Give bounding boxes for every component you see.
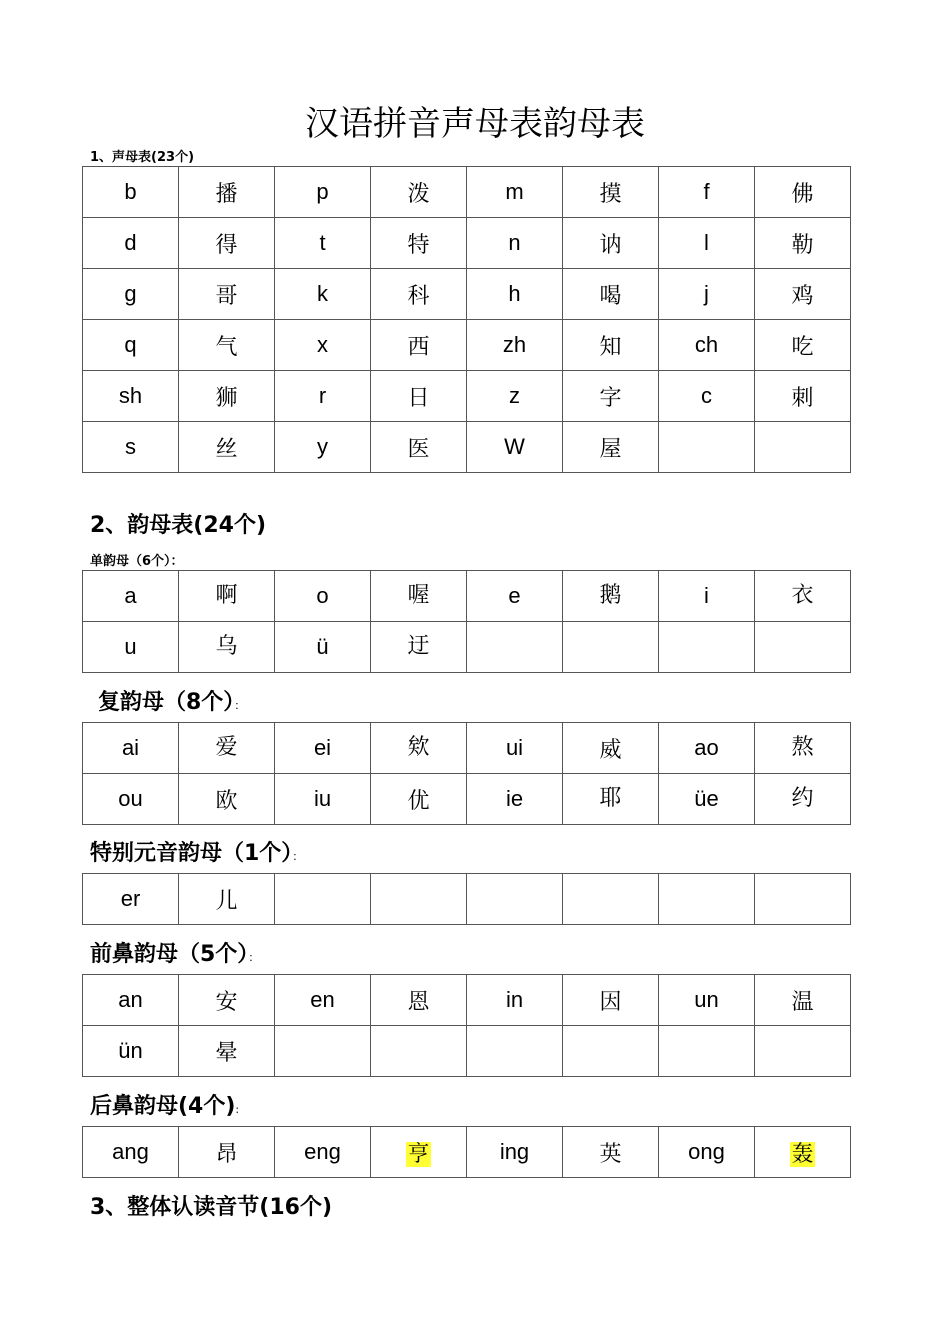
character-text: 科 <box>407 283 430 309</box>
character-text: 讷 <box>599 232 622 258</box>
special-final-heading <box>90 836 303 867</box>
pinyin-text: i <box>704 583 709 608</box>
character-cell <box>563 371 659 422</box>
table-row <box>83 723 851 774</box>
pinyin-cell <box>659 167 755 218</box>
character-text: 迂 <box>407 634 430 659</box>
character-text: 欸 <box>407 735 430 760</box>
character-text: 医 <box>407 436 430 462</box>
pinyin-cell <box>275 874 371 925</box>
table-row <box>83 320 851 371</box>
character-cell <box>563 1127 659 1178</box>
character-cell <box>371 167 467 218</box>
back-nasal-heading <box>90 1089 239 1120</box>
pinyin-cell <box>275 622 371 673</box>
character-cell <box>179 1127 275 1178</box>
character-cell <box>755 422 851 473</box>
character-text: 字 <box>599 385 622 411</box>
pinyin-cell <box>83 975 179 1026</box>
table-row <box>83 975 851 1026</box>
pinyin-cell <box>659 218 755 269</box>
character-cell <box>563 774 659 825</box>
pinyin-cell <box>467 422 563 473</box>
pinyin-text: s <box>125 434 136 459</box>
pinyin-cell <box>275 422 371 473</box>
pinyin-text: ui <box>505 735 524 760</box>
pinyin-cell <box>83 622 179 673</box>
pinyin-cell <box>659 371 755 422</box>
pinyin-cell <box>659 622 755 673</box>
character-cell <box>371 218 467 269</box>
character-cell <box>371 874 467 925</box>
table-row <box>83 774 851 825</box>
pinyin-text: ün <box>118 1038 143 1063</box>
character-cell <box>371 622 467 673</box>
table-row <box>83 422 851 473</box>
character-cell <box>179 723 275 774</box>
character-cell <box>563 874 659 925</box>
character-cell <box>563 167 659 218</box>
pinyin-cell <box>275 774 371 825</box>
pinyin-cell <box>659 320 755 371</box>
pinyin-text: ong <box>688 1139 725 1164</box>
pinyin-text: u <box>124 634 137 659</box>
pinyin-text: d <box>124 230 137 255</box>
pinyin-cell <box>659 723 755 774</box>
pinyin-cell <box>83 874 179 925</box>
section-3-heading: 3、整体认读音节(16个) <box>90 1195 333 1220</box>
pinyin-text: ei <box>313 735 332 760</box>
table-row <box>83 218 851 269</box>
character-cell <box>371 269 467 320</box>
pinyin-cell <box>83 571 179 622</box>
character-cell <box>755 874 851 925</box>
table-row <box>83 371 851 422</box>
pinyin-text: ao <box>694 735 719 760</box>
character-cell <box>563 320 659 371</box>
back-nasal-table <box>82 1126 851 1178</box>
pinyin-text: ing <box>499 1139 530 1164</box>
character-cell <box>371 723 467 774</box>
compound-finals-table <box>82 722 851 825</box>
pinyin-cell <box>275 723 371 774</box>
character-cell <box>563 269 659 320</box>
pinyin-text: ang <box>112 1139 149 1164</box>
pinyin-cell <box>659 1127 755 1178</box>
character-cell <box>755 167 851 218</box>
character-text: 得 <box>215 232 238 258</box>
character-text: 刺 <box>791 385 814 411</box>
pinyin-cell <box>275 371 371 422</box>
character-text: 亨 <box>407 1141 430 1167</box>
character-cell <box>755 571 851 622</box>
pinyin-cell <box>275 269 371 320</box>
pinyin-cell <box>467 218 563 269</box>
table-row <box>83 571 851 622</box>
character-cell <box>371 320 467 371</box>
character-text: 啊 <box>215 583 238 608</box>
initials-table <box>82 166 851 473</box>
character-text: 安 <box>215 989 238 1015</box>
pinyin-text: iu <box>313 786 332 811</box>
character-cell <box>179 622 275 673</box>
character-text: 爱 <box>215 735 238 760</box>
pinyin-cell <box>467 1026 563 1077</box>
special-final-title: 特别元音韵母（1个） <box>90 841 293 866</box>
character-text: 乌 <box>215 634 238 659</box>
character-text: 勒 <box>791 232 814 258</box>
pinyin-text: n <box>508 230 521 255</box>
special-final-table <box>82 873 851 925</box>
character-cell <box>371 422 467 473</box>
character-text: 鸡 <box>791 283 814 309</box>
character-text: 播 <box>215 181 238 207</box>
character-cell <box>179 269 275 320</box>
character-text: 温 <box>791 989 814 1015</box>
character-cell <box>179 422 275 473</box>
pinyin-text: f <box>703 179 710 204</box>
pinyin-text: zh <box>502 332 527 357</box>
character-text: 昂 <box>215 1141 238 1167</box>
pinyin-cell <box>83 1026 179 1077</box>
character-text: 约 <box>791 786 814 811</box>
character-cell <box>563 218 659 269</box>
pinyin-cell <box>83 167 179 218</box>
character-text: 屋 <box>599 436 622 462</box>
pinyin-text: e <box>508 583 521 608</box>
character-text: 摸 <box>599 181 622 207</box>
character-text: 儿 <box>215 888 238 914</box>
character-cell <box>755 975 851 1026</box>
character-cell <box>563 1026 659 1077</box>
character-text: 欧 <box>215 788 238 814</box>
simple-finals-table <box>82 570 851 673</box>
character-cell <box>755 1127 851 1178</box>
character-cell <box>179 571 275 622</box>
pinyin-text: W <box>504 434 525 459</box>
character-cell <box>755 320 851 371</box>
pinyin-cell <box>83 269 179 320</box>
pinyin-cell <box>659 571 755 622</box>
character-text: 晕 <box>215 1040 238 1066</box>
character-cell <box>179 320 275 371</box>
pinyin-text: ch <box>694 332 719 357</box>
character-text: 气 <box>215 334 238 360</box>
compound-finals-title: 复韵母（8个） <box>98 690 235 715</box>
pinyin-cell <box>467 874 563 925</box>
pinyin-cell <box>467 975 563 1026</box>
character-cell <box>563 723 659 774</box>
table-row <box>83 874 851 925</box>
pinyin-cell <box>275 218 371 269</box>
pinyin-cell <box>83 774 179 825</box>
back-nasal-title: 后鼻韵母(4个) <box>90 1094 236 1119</box>
character-cell <box>371 975 467 1026</box>
front-nasal-table <box>82 974 851 1077</box>
pinyin-cell <box>83 218 179 269</box>
pinyin-text: a <box>124 583 137 608</box>
table-row <box>83 167 851 218</box>
pinyin-cell <box>659 774 755 825</box>
character-text: 熬 <box>791 735 814 760</box>
pinyin-text: o <box>316 583 329 608</box>
pinyin-cell <box>83 723 179 774</box>
character-cell <box>371 1127 467 1178</box>
pinyin-cell <box>467 571 563 622</box>
pinyin-cell <box>83 1127 179 1178</box>
compound-finals-heading <box>98 685 245 716</box>
pinyin-text: r <box>318 383 327 408</box>
character-text: 喝 <box>599 283 622 309</box>
table-row <box>83 269 851 320</box>
section-2-heading: 2、韵母表(24个) <box>90 513 267 538</box>
character-cell <box>755 218 851 269</box>
pinyin-text: p <box>316 179 329 204</box>
character-text: 吃 <box>791 334 814 360</box>
pinyin-cell <box>83 422 179 473</box>
character-text: 知 <box>599 334 622 360</box>
character-cell <box>563 975 659 1026</box>
pinyin-cell <box>659 269 755 320</box>
pinyin-cell <box>659 975 755 1026</box>
character-cell <box>179 167 275 218</box>
character-cell <box>179 371 275 422</box>
section-1-heading: 1、声母表(23个) <box>90 150 195 165</box>
character-cell <box>563 622 659 673</box>
character-text: 优 <box>407 788 430 814</box>
character-cell <box>755 371 851 422</box>
pinyin-text: in <box>505 987 524 1012</box>
character-text: 丝 <box>215 436 238 462</box>
pinyin-cell <box>467 167 563 218</box>
character-cell <box>563 422 659 473</box>
table-row <box>83 622 851 673</box>
pinyin-text: x <box>317 332 328 357</box>
character-cell <box>755 723 851 774</box>
character-cell <box>755 774 851 825</box>
pinyin-cell <box>467 1127 563 1178</box>
character-text: 英 <box>599 1141 622 1167</box>
character-cell <box>563 571 659 622</box>
character-cell <box>179 1026 275 1077</box>
character-text: 鹅 <box>599 583 622 608</box>
table-row <box>83 1127 851 1178</box>
character-text: 西 <box>407 334 430 360</box>
pinyin-cell <box>467 371 563 422</box>
pinyin-text: k <box>317 281 328 306</box>
pinyin-text: t <box>319 230 326 255</box>
character-text: 衣 <box>791 583 814 608</box>
character-text: 威 <box>599 737 622 763</box>
pinyin-cell <box>467 723 563 774</box>
front-nasal-title: 前鼻韵母（5个） <box>90 942 249 967</box>
character-cell <box>371 571 467 622</box>
pinyin-cell <box>275 975 371 1026</box>
pinyin-text: m <box>505 179 524 204</box>
character-text: 狮 <box>215 385 238 411</box>
pinyin-text: ou <box>118 786 143 811</box>
front-nasal-heading <box>90 937 259 968</box>
character-text: 轰 <box>791 1141 814 1167</box>
character-cell <box>371 1026 467 1077</box>
pinyin-cell <box>275 1127 371 1178</box>
pinyin-text: g <box>124 281 137 306</box>
pinyin-cell <box>275 167 371 218</box>
character-cell <box>179 774 275 825</box>
pinyin-cell <box>83 320 179 371</box>
pinyin-text: ü <box>316 634 329 659</box>
pinyin-text: en <box>310 987 335 1012</box>
pinyin-cell <box>467 774 563 825</box>
character-text: 喔 <box>407 583 430 608</box>
pinyin-cell <box>659 874 755 925</box>
character-cell <box>179 874 275 925</box>
character-cell <box>179 975 275 1026</box>
page-title: 汉语拼音声母表韵母表 <box>305 104 645 144</box>
pinyin-text: b <box>124 179 137 204</box>
pinyin-text: j <box>704 281 709 306</box>
pinyin-text: un <box>694 987 719 1012</box>
character-cell <box>179 218 275 269</box>
simple-finals-heading: 单韵母（6个）： <box>90 554 184 569</box>
pinyin-text: an <box>118 987 143 1012</box>
character-text: 特 <box>407 232 430 258</box>
compound-finals-colon: ： <box>234 699 246 712</box>
pinyin-cell <box>275 1026 371 1077</box>
pinyin-text: h <box>508 281 521 306</box>
pinyin-text: eng <box>304 1139 341 1164</box>
character-text: 因 <box>599 989 622 1015</box>
pinyin-cell <box>659 1026 755 1077</box>
front-nasal-colon: ： <box>248 951 260 964</box>
character-cell <box>371 371 467 422</box>
pinyin-cell <box>83 371 179 422</box>
pinyin-text: q <box>124 332 137 357</box>
pinyin-cell <box>467 622 563 673</box>
pinyin-text: sh <box>118 383 143 408</box>
pinyin-cell <box>467 269 563 320</box>
character-text: 哥 <box>215 283 238 309</box>
character-cell <box>755 622 851 673</box>
table-row <box>83 1026 851 1077</box>
pinyin-text: c <box>701 383 712 408</box>
character-text: 日 <box>407 385 430 411</box>
pinyin-text: l <box>704 230 709 255</box>
character-text: 恩 <box>407 989 430 1015</box>
back-nasal-colon: : <box>235 1103 240 1116</box>
pinyin-cell <box>275 320 371 371</box>
character-cell <box>755 1026 851 1077</box>
pinyin-cell <box>659 422 755 473</box>
pinyin-text: üe <box>694 786 719 811</box>
pinyin-cell <box>467 320 563 371</box>
pinyin-text: y <box>317 434 328 459</box>
special-final-colon: ： <box>292 850 304 863</box>
character-cell <box>755 269 851 320</box>
pinyin-text: er <box>120 886 141 911</box>
character-text: 佛 <box>791 181 814 207</box>
pinyin-text: ie <box>505 786 524 811</box>
character-text: 泼 <box>407 181 430 207</box>
pinyin-text: ai <box>121 735 140 760</box>
pinyin-cell <box>275 571 371 622</box>
character-cell <box>371 774 467 825</box>
character-text: 耶 <box>599 786 622 811</box>
pinyin-text: z <box>509 383 520 408</box>
